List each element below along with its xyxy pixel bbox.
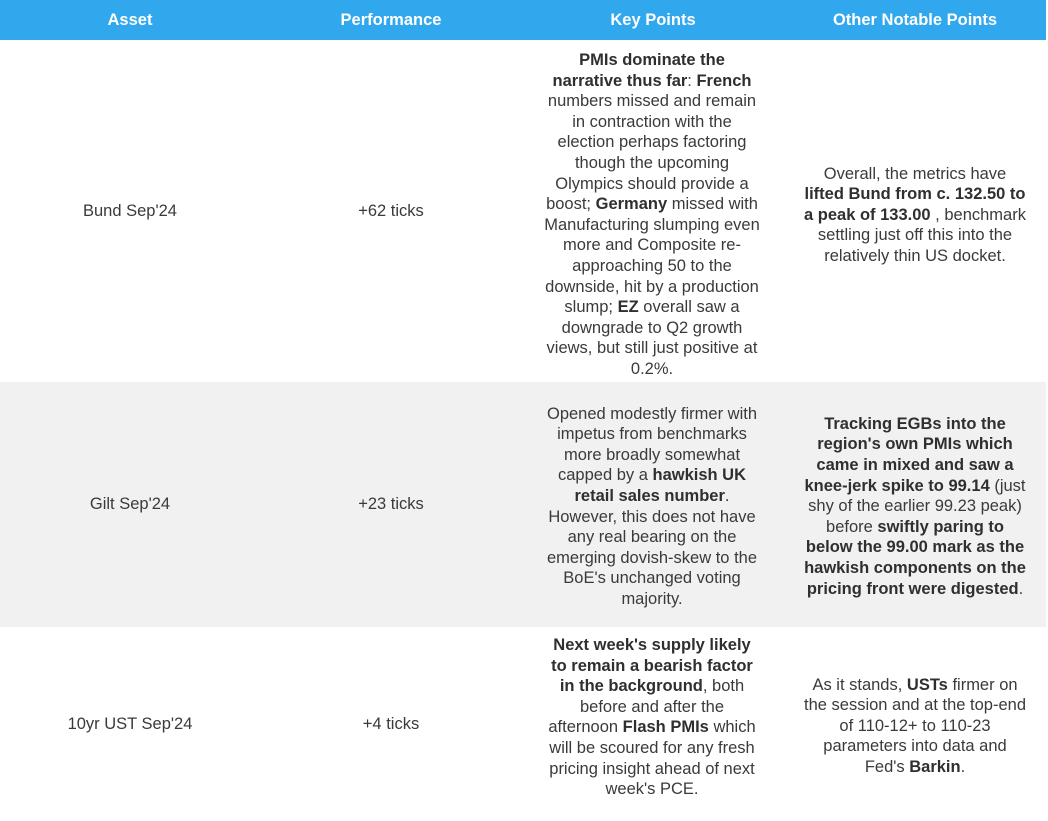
bold-phrase: Tracking EGBs into the region's own PMIs which came in mixed and saw a knee-jerk spike to 99.14: [804, 414, 1014, 495]
text-run: numbers missed and remain in contraction with the election perhaps factoring though the upcoming Olympics should provide a boost;: [546, 92, 757, 214]
text-run: As it stands,: [812, 675, 907, 694]
cell-text: [544, 404, 760, 610]
table-header: [0, 0, 1046, 40]
bold-phrase: lifted Bund from c. 132.50 to a peak of 133.00: [804, 185, 1026, 224]
text-run: Overall, the metrics have: [823, 164, 1007, 183]
cell-text: [804, 675, 1026, 778]
text-run: overall saw a downgrade to Q2 growth views, but still just positive at 0.2%.: [546, 298, 758, 378]
other-points-cell: [784, 40, 1046, 382]
bold-phrase: Barkin: [909, 757, 961, 776]
cell-text: [804, 414, 1026, 599]
bold-phrase: hawkish UK retail sales number: [574, 466, 747, 505]
asset-cell: 10yr UST Sep'24: [67, 714, 193, 733]
header-performance: Performance: [340, 10, 442, 29]
bold-phrase: Flash PMIs: [622, 718, 709, 737]
performance-cell: +62 ticks: [358, 201, 424, 220]
bold-phrase: swiftly paring to below the 99.00 mark as the hawkish components on the pricing front were digested: [804, 517, 1026, 598]
text-run: which will be scoured for any fresh pricing insight ahead of next week's PCE.: [549, 718, 756, 799]
bold-phrase: Next week's supply likely to remain a bearish factor in the background: [551, 636, 753, 696]
text-run: firmer on the session and at the top-end of 110-12+ to 110-23 parameters into data and Fed's: [804, 675, 1026, 776]
bold-phrase: French: [696, 71, 752, 90]
cell-text: [544, 50, 760, 380]
performance-cell: +23 ticks: [358, 495, 424, 514]
text-run: :: [687, 71, 697, 90]
text-run: (just shy of the earlier 99.23 peak) before: [808, 476, 1026, 536]
bold-phrase: PMIs dominate the narrative thus far: [552, 51, 725, 90]
table-row: [0, 40, 1046, 382]
key-points-cell: [522, 40, 784, 382]
text-run: . However, this does not have any real bearing on the emerging dovish-skew to the BoE's unchanged voting majority.: [546, 486, 758, 608]
bold-phrase: Germany: [595, 195, 668, 214]
asset-cell: Bund Sep'24: [83, 201, 177, 220]
other-points-cell: [784, 382, 1046, 627]
table-row: [0, 627, 1046, 821]
header-key-points: Key Points: [610, 10, 696, 29]
header-other-notable-points: Other Notable Points: [832, 10, 998, 29]
text-run: missed with Manufacturing slumping even more and Composite re-approaching 50 to the downside, hit by a production slump;: [544, 195, 760, 317]
text-run: .: [960, 757, 966, 776]
table-row: [0, 382, 1046, 627]
bold-phrase: USTs: [906, 675, 948, 694]
performance-cell: +4 ticks: [362, 714, 420, 733]
text-run: Opened modestly firmer with impetus from benchmarks more broadly somewhat capped by a: [547, 404, 757, 485]
key-points-cell: [522, 382, 784, 627]
other-points-cell: [784, 627, 1046, 821]
text-run: , both before and after the afternoon: [548, 677, 745, 737]
key-points-cell: [522, 627, 784, 821]
text-run: , benchmark settling just off this into the relatively thin US docket.: [817, 205, 1026, 265]
header-asset: Asset: [107, 10, 153, 29]
bold-phrase: EZ: [617, 298, 639, 317]
asset-cell: Gilt Sep'24: [89, 495, 171, 514]
cell-text: [544, 635, 760, 800]
cell-text: [804, 164, 1026, 267]
text-run: .: [1018, 579, 1024, 598]
